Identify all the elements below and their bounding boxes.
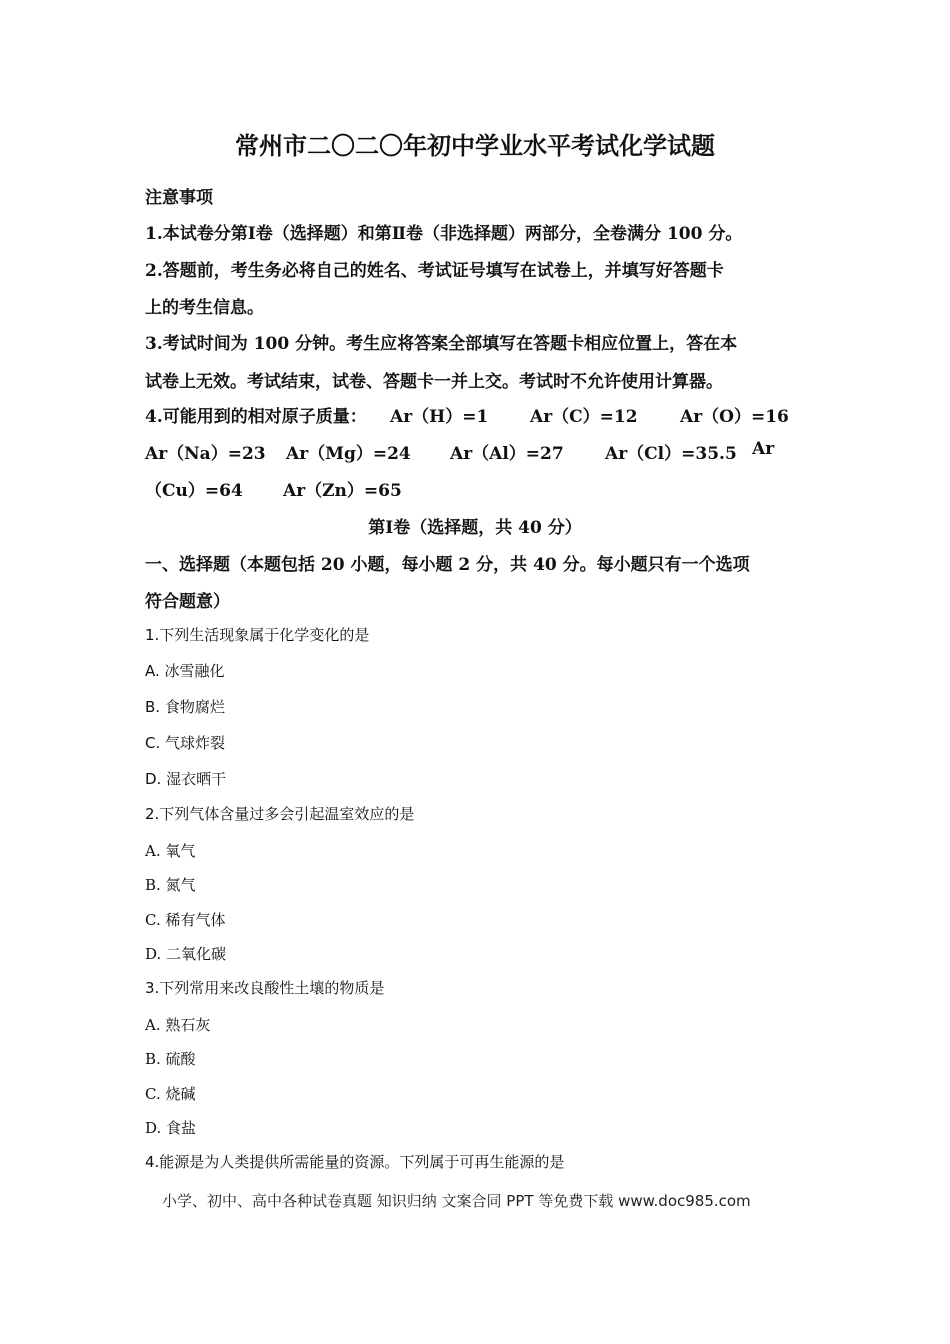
question-1-option-d: D. 湿衣晒干 bbox=[145, 770, 227, 788]
mass-cl: Ar（Cl）=35.5 bbox=[605, 444, 737, 464]
note-2-line-2: 上的考生信息。 bbox=[145, 298, 264, 318]
mass-h: Ar（H）=1 bbox=[390, 407, 489, 427]
question-1-stem: 1.下列生活现象属于化学变化的是 bbox=[145, 626, 370, 644]
note-2-line-1: 2.答题前，考生务必将自己的姓名、考试证号填写在试卷上，并填写好答题卡 bbox=[145, 261, 724, 281]
mass-o: Ar（O）=16 bbox=[680, 407, 789, 427]
section-1-title: 第Ⅰ卷（选择题，共 40 分） bbox=[368, 518, 582, 538]
question-4-stem: 4.能源是为人类提供所需能量的资源。下列属于可再生能源的是 bbox=[145, 1153, 565, 1171]
mass-c: Ar（C）=12 bbox=[530, 407, 638, 427]
exam-title: 常州市二〇二〇年初中学业水平考试化学试题 bbox=[235, 131, 715, 160]
mass-cu: （Cu）=64 bbox=[145, 481, 243, 501]
note-3-line-2: 试卷上无效。考试结束，试卷、答题卡一并上交。考试时不允许使用计算器。 bbox=[145, 372, 723, 392]
note-4-label: 4.可能用到的相对原子质量： bbox=[145, 407, 367, 427]
mass-na: Ar（Na）=23 bbox=[145, 444, 266, 464]
part-1-instructions-line-2: 符合题意） bbox=[145, 592, 230, 612]
question-1-option-a: A. 冰雪融化 bbox=[145, 662, 225, 680]
question-2-stem: 2.下列气体含量过多会引起温室效应的是 bbox=[145, 805, 415, 823]
question-2-option-d: D. 二氧化碳 bbox=[145, 945, 227, 963]
note-1: 1.本试卷分第Ⅰ卷（选择题）和第Ⅱ卷（非选择题）两部分，全卷满分 100 分。 bbox=[145, 224, 743, 244]
note-3-line-1: 3.考试时间为 100 分钟。考生应将答案全部填写在答题卡相应位置上，答在本 bbox=[145, 334, 738, 354]
question-3-stem: 3.下列常用来改良酸性土壤的物质是 bbox=[145, 979, 385, 997]
question-2-option-c: C. 稀有气体 bbox=[145, 911, 226, 929]
question-3-option-d: D. 食盐 bbox=[145, 1119, 197, 1137]
notes-heading: 注意事项 bbox=[145, 188, 213, 208]
mass-zn: Ar（Zn）=65 bbox=[283, 481, 402, 501]
question-3-option-b: B. 硫酸 bbox=[145, 1050, 196, 1068]
question-3-option-c: C. 烧碱 bbox=[145, 1085, 196, 1103]
part-1-instructions-line-1: 一、选择题（本题包括 20 小题，每小题 2 分，共 40 分。每小题只有一个选项 bbox=[145, 555, 750, 575]
mass-cu-prefix: Ar bbox=[752, 439, 775, 459]
question-1-option-c: C. 气球炸裂 bbox=[145, 734, 226, 752]
question-3-option-a: A. 熟石灰 bbox=[145, 1016, 211, 1034]
question-2-option-b: B. 氮气 bbox=[145, 876, 196, 894]
mass-al: Ar（Al）=27 bbox=[450, 444, 564, 464]
mass-mg: Ar（Mg）=24 bbox=[286, 444, 411, 464]
question-2-option-a: A. 氧气 bbox=[145, 842, 196, 860]
question-1-option-b: B. 食物腐烂 bbox=[145, 698, 225, 716]
footer-download-notice: 小学、初中、高中各种试卷真题 知识归纳 文案合同 PPT 等免费下载 www.doc985.com bbox=[162, 1192, 751, 1210]
